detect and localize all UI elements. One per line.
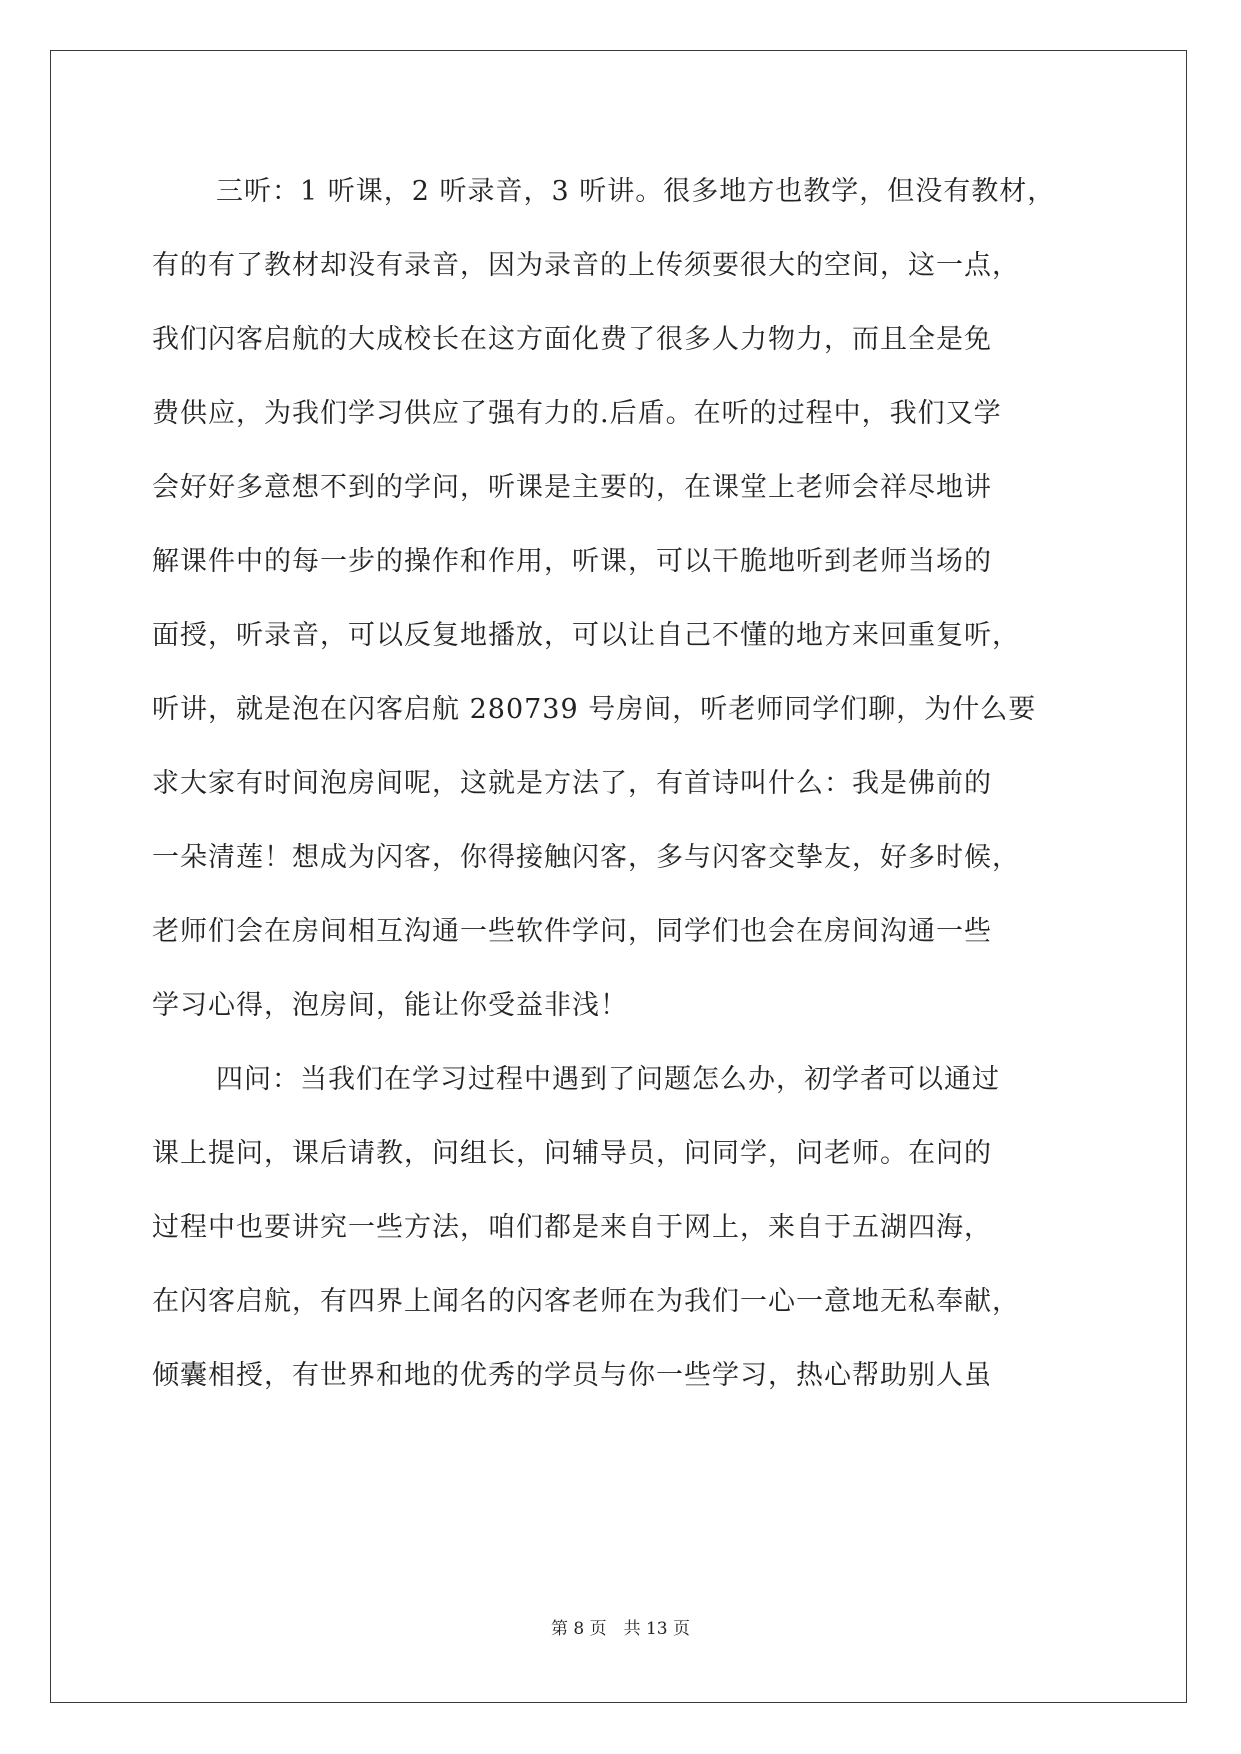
paragraph-line: 求大家有时间泡房间呢，这就是方法了，有首诗叫什么：我是佛前的 bbox=[152, 768, 992, 799]
paragraph-line: 一朵清莲！想成为闪客，你得接触闪客，多与闪客交挚友，好多时候， bbox=[152, 842, 1020, 873]
paragraph-line: 会好好多意想不到的学问，听课是主要的，在课堂上老师会祥尽地讲 bbox=[152, 472, 992, 503]
paragraph-line: 费供应，为我们学习供应了强有力的.后盾。在听的过程中，我们又学 bbox=[152, 398, 1002, 429]
paragraph-line: 学习心得，泡房间，能让你受益非浅！ bbox=[152, 990, 628, 1021]
paragraph-line: 面授，听录音，可以反复地播放，可以让自己不懂的地方来回重复听， bbox=[152, 620, 1020, 651]
paragraph-line: 课上提问，课后请教，问组长，问辅导员，问同学，问老师。在问的 bbox=[152, 1138, 992, 1169]
paragraph-line: 倾囊相授，有世界和地的优秀的学员与你一些学习，热心帮助别人虽 bbox=[152, 1360, 992, 1391]
paragraph-line: 老师们会在房间相互沟通一些软件学问，同学们也会在房间沟通一些 bbox=[152, 916, 992, 947]
paragraph-line: 三听：1 听课，2 听录音，3 听讲。很多地方也教学，但没有教材， bbox=[216, 176, 1056, 207]
paragraph-line: 解课件中的每一步的操作和作用，听课，可以干脆地听到老师当场的 bbox=[152, 546, 992, 577]
paragraph-line: 有的有了教材却没有录音，因为录音的上传须要很大的空间，这一点， bbox=[152, 250, 1020, 281]
page-number-footer: 第 8 页 共 13 页 bbox=[550, 1619, 691, 1639]
paragraph-line: 听讲，就是泡在闪客启航 280739 号房间，听老师同学们聊，为什么要 bbox=[152, 694, 1037, 725]
paragraph-line: 我们闪客启航的大成校长在这方面化费了很多人力物力，而且全是免 bbox=[152, 324, 992, 355]
paragraph-line: 过程中也要讲究一些方法，咱们都是来自于网上，来自于五湖四海， bbox=[152, 1212, 992, 1243]
page-border bbox=[50, 50, 1187, 1703]
paragraph-line: 在闪客启航，有四界上闻名的闪客老师在为我们一心一意地无私奉献， bbox=[152, 1286, 1020, 1317]
paragraph-line: 四问：当我们在学习过程中遇到了问题怎么办，初学者可以通过 bbox=[216, 1064, 1000, 1095]
